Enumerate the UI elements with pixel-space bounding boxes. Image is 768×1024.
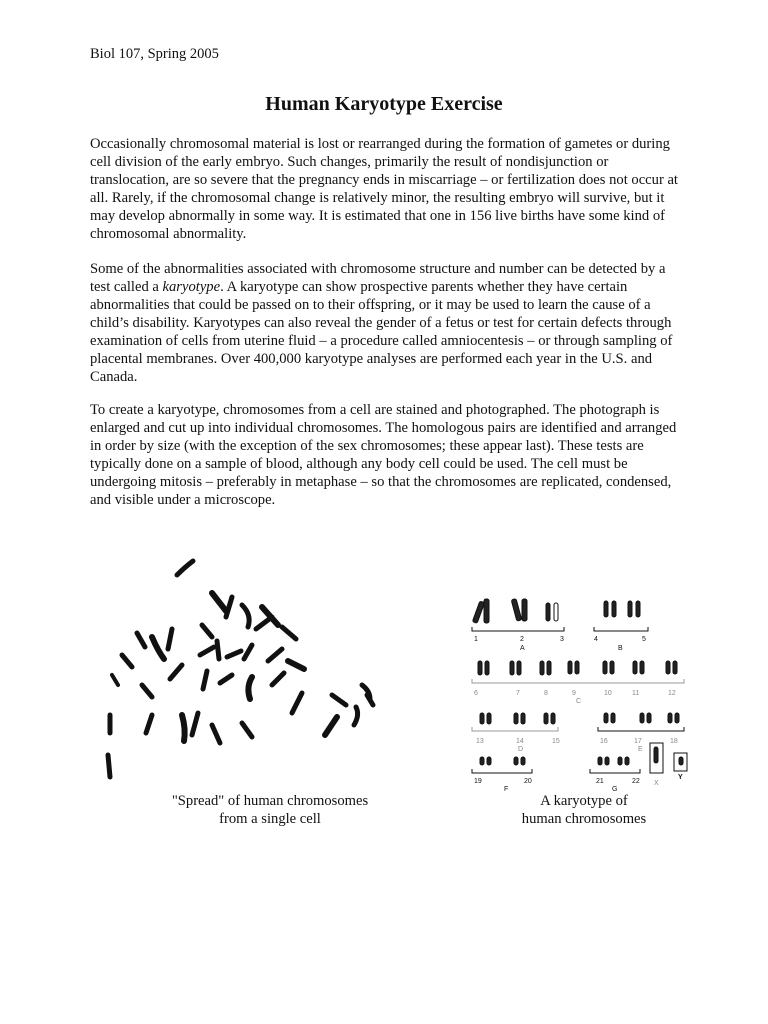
karyotype-label: 13 (476, 738, 484, 745)
karyotype-label: 10 (604, 690, 612, 697)
karyotype-label: 4 (594, 636, 598, 643)
karyotype-sex-label-y: Y (678, 774, 683, 781)
karyotype-image (468, 595, 690, 795)
karyotype-label: 7 (516, 690, 520, 697)
karyotype-label: 3 (560, 636, 564, 643)
paragraph-karyotype-test (90, 260, 680, 386)
page-title: Human Karyotype Exercise (265, 93, 503, 115)
karyotype-group-label: F (504, 786, 509, 793)
karyotype-label: 14 (516, 738, 524, 745)
karyotype-group-label: C (576, 698, 582, 705)
paragraph-intro: Occasionally chromosomal material is lost or rearranged during the formation of gametes or during cell division of the early embryo. Such changes, primarily the result of nondisjunction or translocation, are so severe that the pregnancy ends in miscarriage – or fertilization does not occur at all. Rarely, if the chromosomal change is relatively minor, the resulting embryo will survive, but it may develop abnormally in some way. It is estimated that one in 156 live births have some kind of chromosomal abnormality. (90, 136, 678, 242)
karyotype-label: 9 (572, 690, 576, 697)
karyotype-label: 21 (596, 778, 604, 785)
karyotype-label: 15 (552, 738, 560, 745)
karyotype-group-label: B (618, 645, 623, 652)
karyotype-label: 22 (632, 778, 640, 785)
karyotype-sex-label-x: X (654, 780, 659, 787)
caption-line: A karyotype of (540, 793, 628, 809)
caption-line: "Spread" of human chromosomes (171, 793, 369, 809)
karyotype-label: 16 (600, 738, 608, 745)
karyotype-figure (468, 595, 690, 795)
caption-line: from a single cell (219, 811, 321, 827)
karyotype-label: 17 (634, 738, 642, 745)
karyotype-label: 1 (474, 636, 478, 643)
karyotype-label: 12 (668, 690, 676, 697)
paragraph-text: Some of the abnormalities associated with chromosome structure and number can be detected by a test called a (90, 261, 666, 295)
course-header: Biol 107, Spring 2005 (90, 46, 219, 62)
spread-caption (105, 792, 435, 828)
karyotype-label: 20 (524, 778, 532, 785)
karyotype-group-label: E (638, 746, 643, 753)
chromosome-spread-image (92, 545, 382, 785)
karyotype-caption (470, 792, 698, 828)
karyotype-label: 2 (520, 636, 524, 643)
paragraph-text: . A karyotype can show prospective parents whether they have certain abnormalities that could be passed on to their offspring, or it may be used to learn the cause of a child’s disability. Karyotypes can also reveal the gender of a fetus or test for certain defects through examination of cells from uterine fluid – a procedure called amniocentesis – or through sampling of placental membranes. Over 400,000 karyotype analyses are performed each year in the U.S. and Canada. (90, 279, 673, 385)
karyotype-label: 18 (670, 738, 678, 745)
karyotype-group-label: A (520, 645, 525, 652)
karyotype-label: 6 (474, 690, 478, 697)
karyotype-label: 8 (544, 690, 548, 697)
karyotype-group-label: G (612, 786, 618, 793)
karyotype-label: 19 (474, 778, 482, 785)
caption-line: human chromosomes (521, 811, 647, 827)
chromosome-spread-figure (92, 545, 382, 785)
karyotype-label: 5 (642, 636, 646, 643)
term-karyotype: karyotype (162, 279, 221, 295)
paragraph-create-karyotype: To create a karyotype, chromosomes from a cell are stained and photographed. The photograph is enlarged and cut up into individual chromosomes. The homologous pairs are identified and arranged in order by size (with the exception of the sex chromosomes; these appear last). These tests are typically done on a sample of blood, although any body cell could be used. The cell must be undergoing mitosis – preferably in metaphase – so that the chromosomes are replicated, condensed, and visible under a microscope. (90, 402, 677, 508)
karyotype-label: 11 (632, 690, 640, 697)
karyotype-group-label: D (518, 746, 524, 753)
